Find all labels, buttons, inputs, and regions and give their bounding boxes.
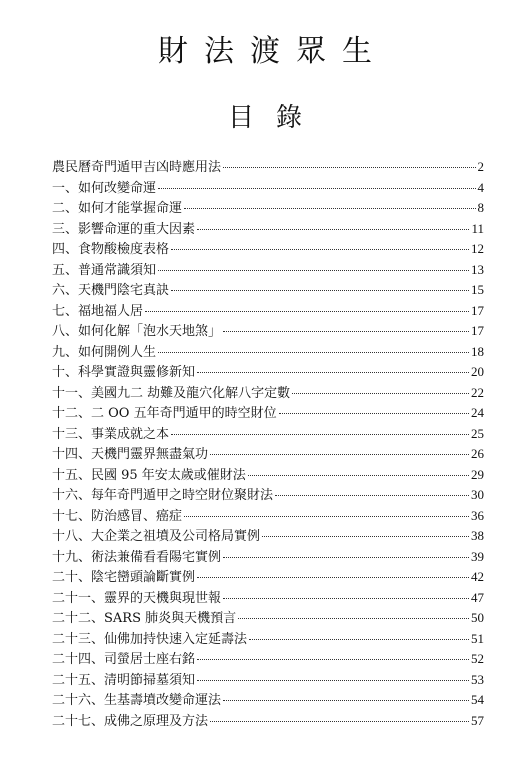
toc-entry[interactable] bbox=[52, 219, 484, 240]
toc-entry[interactable] bbox=[52, 424, 484, 445]
toc-entry-title: 五、普通常識須知 bbox=[52, 262, 157, 278]
toc-entry-page-number: 36 bbox=[471, 507, 484, 523]
toc-entry-page-number: 50 bbox=[471, 610, 484, 625]
toc-entry-page-number: 8 bbox=[477, 200, 484, 215]
dot-leader bbox=[223, 167, 475, 168]
toc-entry[interactable] bbox=[52, 301, 484, 322]
toc-entry-title: 十二、二 OO 五年奇門遁甲的時空財位 bbox=[52, 406, 277, 421]
dot-leader bbox=[184, 516, 469, 517]
toc-entry[interactable] bbox=[52, 567, 484, 588]
toc-entry-page-number: 2 bbox=[477, 159, 484, 174]
toc-heading: 目錄 bbox=[227, 103, 324, 133]
toc-entry[interactable] bbox=[52, 547, 484, 568]
dot-leader bbox=[158, 270, 469, 271]
toc-entry-title: 一、如何改變命運 bbox=[52, 180, 157, 196]
toc-entry-page-number: 42 bbox=[471, 569, 484, 584]
toc-entry-title: 二十二、SARS 肺炎與天機預言 bbox=[52, 611, 237, 626]
toc-entry-page-number: 57 bbox=[471, 712, 484, 728]
toc-entry-title: 八、如何化解「泡水天地煞」 bbox=[52, 324, 222, 339]
toc-entry[interactable] bbox=[52, 690, 484, 711]
toc-entry-title: 十七、防治感冒、癌症 bbox=[52, 508, 183, 524]
toc-entry-page-number: 11 bbox=[471, 220, 484, 236]
toc-entry[interactable] bbox=[52, 588, 484, 609]
dot-leader bbox=[197, 577, 469, 578]
dot-leader bbox=[275, 495, 469, 496]
toc-entry[interactable] bbox=[52, 670, 484, 691]
toc-entry[interactable] bbox=[52, 260, 484, 281]
dot-leader bbox=[197, 680, 469, 681]
dot-leader bbox=[171, 434, 469, 435]
toc-entry-title: 二十一、靈界的天機與現世報 bbox=[52, 590, 222, 606]
toc-entry[interactable] bbox=[52, 506, 484, 527]
toc-entry-title: 十八、大企業之祖墳及公司格局實例 bbox=[52, 529, 261, 544]
toc-entry-page-number: 29 bbox=[471, 466, 484, 482]
dot-leader bbox=[210, 454, 469, 455]
toc-entry-page-number: 30 bbox=[471, 487, 484, 502]
toc-entry[interactable] bbox=[52, 342, 484, 363]
toc-entry-title: 二十四、司螢居士座右銘 bbox=[52, 652, 196, 667]
dot-leader bbox=[158, 188, 475, 189]
toc-entry-title: 十一、美國九二 劫難及龍穴化解八字定數 bbox=[52, 385, 291, 401]
toc-entry-page-number: 13 bbox=[471, 261, 484, 277]
toc-entry-title: 九、如何開例人生 bbox=[52, 344, 157, 360]
dot-leader bbox=[210, 721, 469, 722]
toc-entry[interactable] bbox=[52, 526, 484, 547]
dot-leader bbox=[223, 700, 469, 701]
dot-leader bbox=[197, 659, 469, 660]
toc-entry[interactable] bbox=[52, 362, 484, 383]
toc-entry[interactable] bbox=[52, 444, 484, 465]
toc-entry[interactable] bbox=[52, 465, 484, 486]
toc-entry[interactable] bbox=[52, 485, 484, 506]
toc-entry-page-number: 51 bbox=[471, 630, 484, 646]
toc-entry-title: 十四、天機門靈界無盡氣功 bbox=[52, 447, 209, 462]
toc-entry-page-number: 22 bbox=[471, 384, 484, 400]
dot-leader bbox=[238, 618, 469, 619]
toc-entry-title: 二十五、清明節掃墓須知 bbox=[52, 672, 196, 688]
toc-entry-title: 十三、事業成就之本 bbox=[52, 426, 170, 442]
toc-entry-title: 二十、陰宅巒頭論斷實例 bbox=[52, 570, 196, 585]
toc-entry-page-number: 18 bbox=[471, 343, 484, 359]
toc-entry[interactable] bbox=[52, 280, 484, 301]
dot-leader bbox=[279, 413, 469, 414]
dot-leader bbox=[292, 393, 469, 394]
toc-entry[interactable] bbox=[52, 198, 484, 219]
dot-leader bbox=[197, 229, 469, 230]
toc-entry-page-number: 15 bbox=[471, 282, 484, 297]
toc-entry[interactable] bbox=[52, 178, 484, 199]
toc-entry-page-number: 39 bbox=[471, 548, 484, 564]
toc-entry-title: 二十六、生基壽墳改變命運法 bbox=[52, 693, 222, 708]
toc-entry-title: 六、天機門陰宅真訣 bbox=[52, 283, 170, 298]
toc-entry-title: 十九、術法兼備看看陽宅實例 bbox=[52, 549, 222, 565]
dot-leader bbox=[145, 311, 469, 312]
dot-leader bbox=[197, 372, 469, 373]
toc-entry-title: 三、影響命運的重大因素 bbox=[52, 221, 196, 237]
toc-entry-page-number: 53 bbox=[471, 671, 484, 687]
toc-entry-page-number: 12 bbox=[471, 241, 484, 256]
toc-entry-page-number: 4 bbox=[477, 179, 484, 195]
toc-entry-page-number: 20 bbox=[471, 364, 484, 379]
toc-entry-page-number: 38 bbox=[471, 528, 484, 543]
toc-entry-title: 十、科學實證與靈修新知 bbox=[52, 365, 196, 380]
toc-entry-title: 十六、每年奇門遁甲之時空財位聚財法 bbox=[52, 488, 274, 503]
toc-entry-page-number: 17 bbox=[471, 302, 484, 318]
toc-entry-page-number: 47 bbox=[471, 589, 484, 605]
toc-entry[interactable] bbox=[52, 629, 484, 650]
dot-leader bbox=[248, 475, 469, 476]
toc-entry-title: 四、食物酸檢度表格 bbox=[52, 242, 170, 257]
table-of-contents bbox=[52, 157, 484, 731]
toc-entry[interactable] bbox=[52, 383, 484, 404]
toc-entry-title: 二十七、成佛之原理及方法 bbox=[52, 713, 209, 729]
toc-entry[interactable] bbox=[52, 649, 484, 670]
toc-entry-title: 七、福地福人居 bbox=[52, 303, 144, 319]
dot-leader bbox=[262, 536, 469, 537]
toc-entry-title: 二、如何才能掌握命運 bbox=[52, 201, 183, 216]
toc-entry-page-number: 26 bbox=[471, 446, 484, 461]
toc-entry[interactable] bbox=[52, 321, 484, 342]
dot-leader bbox=[171, 249, 469, 250]
dot-leader bbox=[249, 639, 469, 640]
toc-entry[interactable] bbox=[52, 157, 484, 178]
dot-leader bbox=[158, 352, 469, 353]
toc-entry-title: 十五、民國 95 年安太歲或催財法 bbox=[52, 467, 246, 483]
dot-leader bbox=[223, 557, 469, 558]
toc-entry-page-number: 52 bbox=[471, 651, 484, 666]
toc-entry-title: 二十三、仙佛加持快速入定延壽法 bbox=[52, 631, 248, 647]
toc-entry-page-number: 24 bbox=[471, 405, 484, 420]
toc-entry[interactable] bbox=[52, 239, 484, 260]
dot-leader bbox=[184, 208, 475, 209]
toc-entry-page-number: 17 bbox=[471, 323, 484, 338]
toc-entry-page-number: 25 bbox=[471, 425, 484, 441]
toc-entry[interactable] bbox=[52, 711, 484, 732]
toc-entry[interactable] bbox=[52, 608, 484, 629]
toc-entry-page-number: 54 bbox=[471, 692, 484, 707]
dot-leader bbox=[223, 598, 469, 599]
toc-entry[interactable] bbox=[52, 403, 484, 424]
toc-entry-title: 農民曆奇門遁甲吉凶時應用法 bbox=[52, 160, 222, 175]
dot-leader bbox=[171, 290, 469, 291]
book-title: 財法渡眾生 bbox=[158, 34, 388, 69]
dot-leader bbox=[223, 331, 469, 332]
